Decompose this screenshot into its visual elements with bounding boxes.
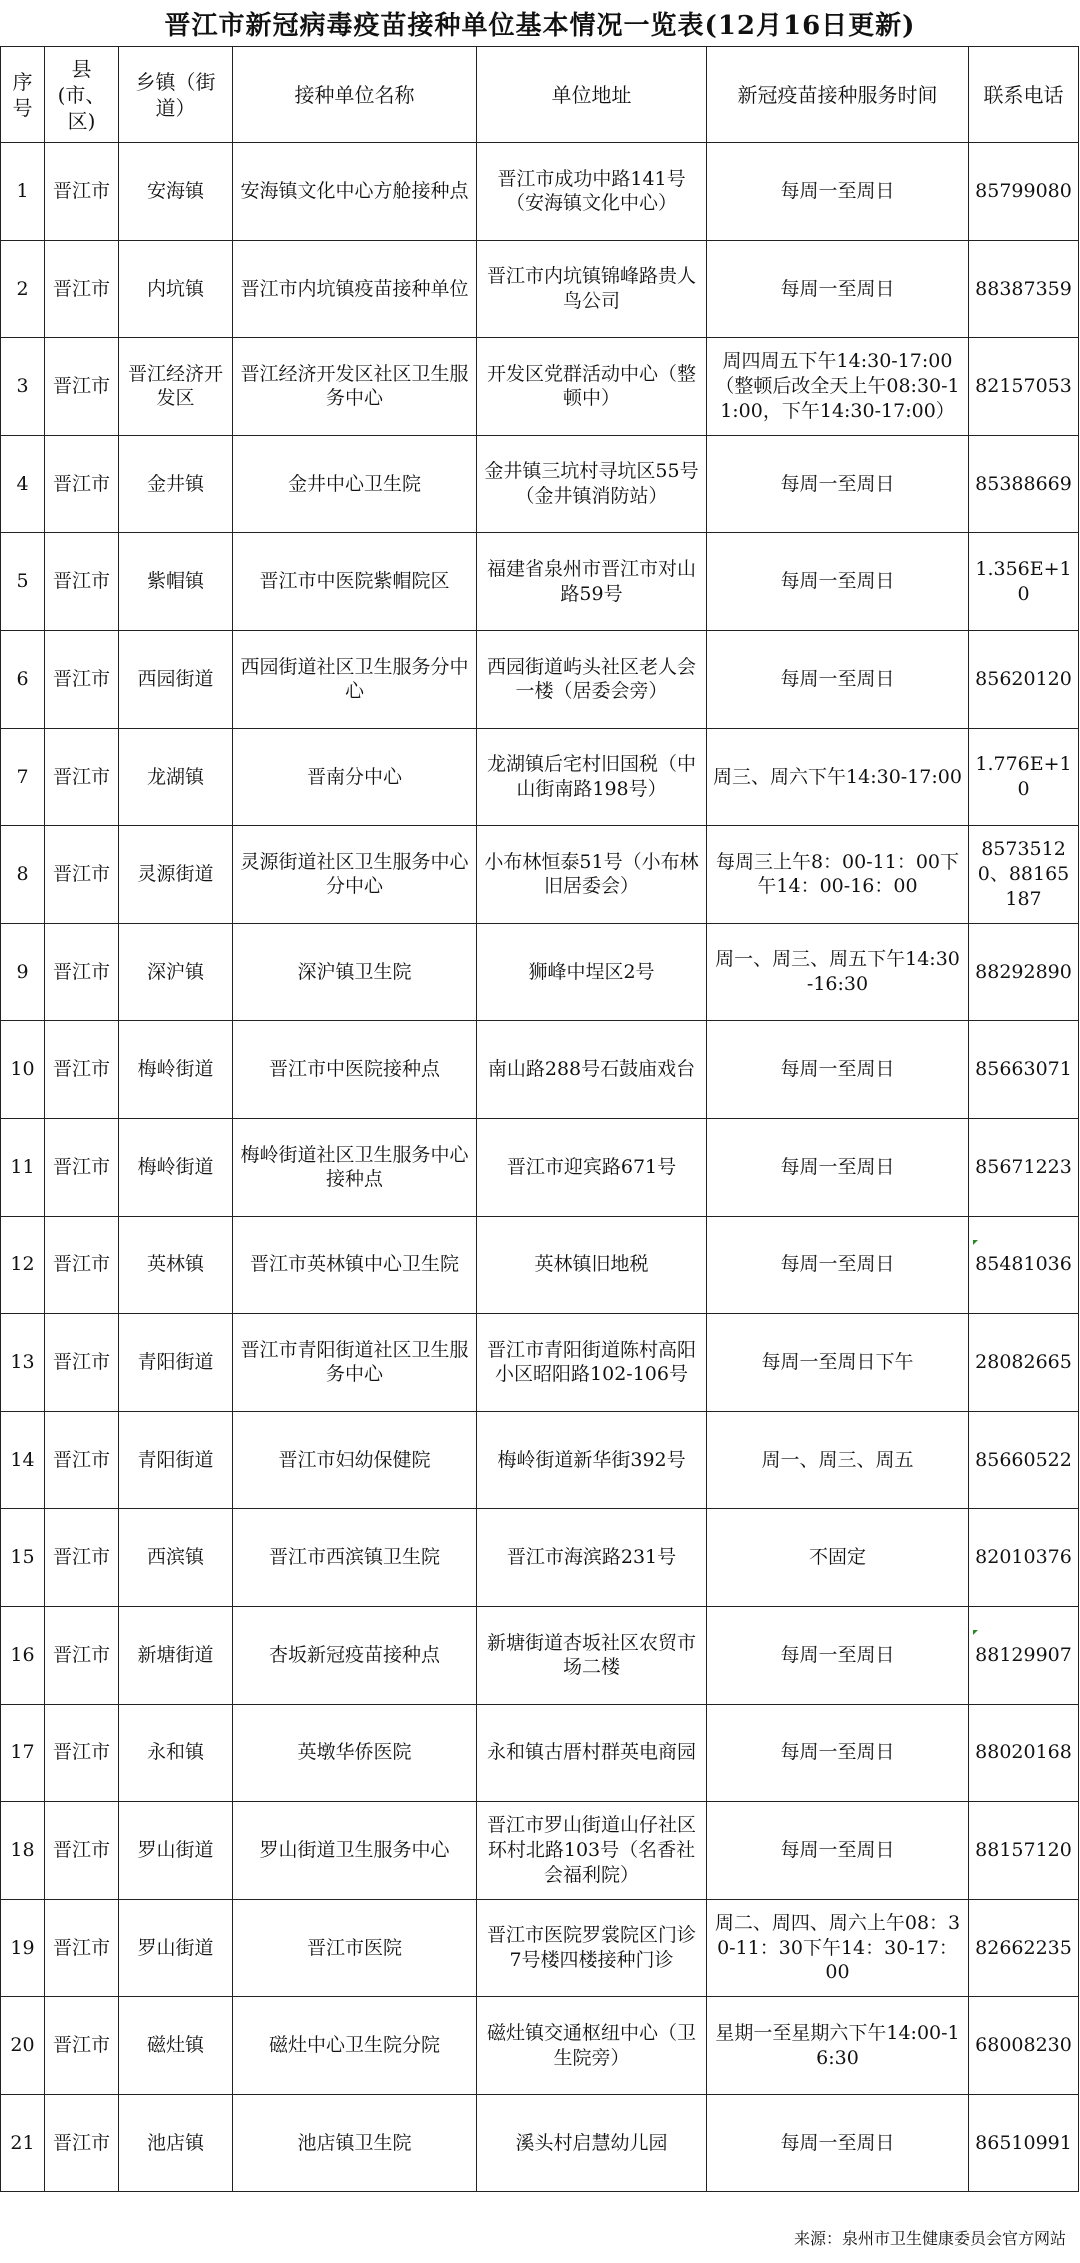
table-row <box>1 1606 1079 1704</box>
row-no: 3 <box>1 338 45 436</box>
table-row <box>1 1509 1079 1607</box>
row-phone: 82662235 <box>969 1899 1079 1997</box>
row-address: 永和镇古厝村群英电商园 <box>477 1704 707 1802</box>
row-site-name: 西园街道社区卫生服务分中心 <box>233 630 477 728</box>
col-header-no: 序号 <box>1 47 45 143</box>
page-title: 晋江市新冠病毒疫苗接种单位基本情况一览表(12月16日更新) <box>164 10 916 41</box>
row-phone: 88387359 <box>969 240 1079 338</box>
row-service-hours: 每周一至周日 <box>707 1802 969 1900</box>
row-phone: 1.776E+10 <box>969 728 1079 826</box>
row-site-name: 杏坂新冠疫苗接种点 <box>233 1606 477 1704</box>
row-phone: 85663071 <box>969 1021 1079 1119</box>
row-site-name: 晋江市内坑镇疫苗接种单位 <box>233 240 477 338</box>
row-address: 开发区党群活动中心（整顿中） <box>477 338 707 436</box>
row-no: 8 <box>1 826 45 924</box>
row-address: 晋江市迎宾路671号 <box>477 1118 707 1216</box>
table-row <box>1 1314 1079 1412</box>
row-address: 南山路288号石鼓庙戏台 <box>477 1021 707 1119</box>
row-phone: 82157053 <box>969 338 1079 436</box>
row-county: 晋江市 <box>45 1021 119 1119</box>
row-service-hours: 每周三上午8：00-11：00下午14：00-16：00 <box>707 826 969 924</box>
row-site-name: 晋江市英林镇中心卫生院 <box>233 1216 477 1314</box>
col-header-service-hours: 新冠疫苗接种服务时间 <box>707 47 969 143</box>
row-town: 青阳街道 <box>119 1314 233 1412</box>
row-site-name: 梅岭街道社区卫生服务中心接种点 <box>233 1118 477 1216</box>
row-phone: 86510991 <box>969 2094 1079 2192</box>
row-no: 21 <box>1 2094 45 2192</box>
row-town: 英林镇 <box>119 1216 233 1314</box>
row-town: 金井镇 <box>119 435 233 533</box>
row-county: 晋江市 <box>45 338 119 436</box>
row-town: 晋江经济开发区 <box>119 338 233 436</box>
row-address: 狮峰中埕区2号 <box>477 923 707 1021</box>
row-address: 龙湖镇后宅村旧国税（中山街南路198号） <box>477 728 707 826</box>
row-county: 晋江市 <box>45 1606 119 1704</box>
table-row <box>1 2094 1079 2192</box>
cell-marker <box>973 1240 978 1245</box>
table-row <box>1 1704 1079 1802</box>
row-no: 12 <box>1 1216 45 1314</box>
row-address: 晋江市海滨路231号 <box>477 1509 707 1607</box>
row-site-name: 金井中心卫生院 <box>233 435 477 533</box>
row-town: 罗山街道 <box>119 1802 233 1900</box>
row-phone: 85660522 <box>969 1411 1079 1509</box>
row-county: 晋江市 <box>45 533 119 631</box>
row-no: 20 <box>1 1997 45 2095</box>
row-address: 英林镇旧地税 <box>477 1216 707 1314</box>
row-county: 晋江市 <box>45 728 119 826</box>
row-no: 11 <box>1 1118 45 1216</box>
row-site-name: 晋江市西滨镇卫生院 <box>233 1509 477 1607</box>
row-address: 福建省泉州市晋江市对山路59号 <box>477 533 707 631</box>
row-address: 溪头村启慧幼儿园 <box>477 2094 707 2192</box>
row-phone: 68008230 <box>969 1997 1079 2095</box>
row-county: 晋江市 <box>45 1997 119 2095</box>
row-county: 晋江市 <box>45 240 119 338</box>
table-row <box>1 1216 1079 1314</box>
row-no: 7 <box>1 728 45 826</box>
row-site-name: 池店镇卫生院 <box>233 2094 477 2192</box>
row-town: 灵源街道 <box>119 826 233 924</box>
row-service-hours: 每周一至周日 <box>707 240 969 338</box>
row-site-name: 安海镇文化中心方舱接种点 <box>233 143 477 241</box>
header-row <box>1 47 1079 143</box>
row-phone: 82010376 <box>969 1509 1079 1607</box>
row-site-name: 晋江市中医院紫帽院区 <box>233 533 477 631</box>
row-phone: 85735120、88165187 <box>969 826 1079 924</box>
row-service-hours: 不固定 <box>707 1509 969 1607</box>
row-site-name: 灵源街道社区卫生服务中心分中心 <box>233 826 477 924</box>
row-phone: 85388669 <box>969 435 1079 533</box>
row-site-name: 深沪镇卫生院 <box>233 923 477 1021</box>
row-service-hours: 每周一至周日 <box>707 533 969 631</box>
row-phone: 28082665 <box>969 1314 1079 1412</box>
col-header-county: 县(市、区) <box>45 47 119 143</box>
row-phone: 85620120 <box>969 630 1079 728</box>
col-header-site-name: 接种单位名称 <box>233 47 477 143</box>
table-row <box>1 533 1079 631</box>
row-county: 晋江市 <box>45 2094 119 2192</box>
row-service-hours: 每周一至周日 <box>707 630 969 728</box>
row-county: 晋江市 <box>45 435 119 533</box>
row-phone: 88157120 <box>969 1802 1079 1900</box>
row-no: 2 <box>1 240 45 338</box>
table-row <box>1 435 1079 533</box>
row-town: 青阳街道 <box>119 1411 233 1509</box>
row-town: 新塘街道 <box>119 1606 233 1704</box>
row-town: 磁灶镇 <box>119 1997 233 2095</box>
row-service-hours: 周一、周三、周五下午14:30-16:30 <box>707 923 969 1021</box>
cell-marker <box>973 1630 978 1635</box>
row-no: 16 <box>1 1606 45 1704</box>
table-row <box>1 630 1079 728</box>
row-address: 梅岭街道新华街392号 <box>477 1411 707 1509</box>
row-phone: 88020168 <box>969 1704 1079 1802</box>
row-town: 西园街道 <box>119 630 233 728</box>
row-no: 17 <box>1 1704 45 1802</box>
row-address: 晋江市罗山街道山仔社区环村北路103号（名香社会福利院） <box>477 1802 707 1900</box>
row-service-hours: 每周一至周日下午 <box>707 1314 969 1412</box>
row-no: 13 <box>1 1314 45 1412</box>
col-header-phone: 联系电话 <box>969 47 1079 143</box>
row-service-hours: 每周一至周日 <box>707 1216 969 1314</box>
row-site-name: 罗山街道卫生服务中心 <box>233 1802 477 1900</box>
row-phone: 85799080 <box>969 143 1079 241</box>
table-row <box>1 1021 1079 1119</box>
row-town: 安海镇 <box>119 143 233 241</box>
col-header-town: 乡镇（街道） <box>119 47 233 143</box>
row-site-name: 英墩华侨医院 <box>233 1704 477 1802</box>
row-no: 10 <box>1 1021 45 1119</box>
row-address: 金井镇三坑村寻坑区55号（金井镇消防站） <box>477 435 707 533</box>
table-row <box>1 1802 1079 1900</box>
table-row <box>1 1118 1079 1216</box>
row-town: 梅岭街道 <box>119 1021 233 1119</box>
row-no: 6 <box>1 630 45 728</box>
row-site-name: 晋江市妇幼保健院 <box>233 1411 477 1509</box>
row-service-hours: 每周一至周日 <box>707 1606 969 1704</box>
row-no: 14 <box>1 1411 45 1509</box>
row-county: 晋江市 <box>45 1802 119 1900</box>
row-phone: 88292890 <box>969 923 1079 1021</box>
source-note: 来源：泉州市卫生健康委员会官方网站 <box>793 2229 1066 2248</box>
row-address: 晋江市青阳街道陈村高阳小区昭阳路102-106号 <box>477 1314 707 1412</box>
row-town: 永和镇 <box>119 1704 233 1802</box>
row-service-hours: 每周一至周日 <box>707 1118 969 1216</box>
row-town: 内坑镇 <box>119 240 233 338</box>
row-county: 晋江市 <box>45 1509 119 1607</box>
row-town: 西滨镇 <box>119 1509 233 1607</box>
row-no: 5 <box>1 533 45 631</box>
row-county: 晋江市 <box>45 1899 119 1997</box>
row-county: 晋江市 <box>45 826 119 924</box>
row-address: 晋江市成功中路141号（安海镇文化中心） <box>477 143 707 241</box>
row-phone: 85671223 <box>969 1118 1079 1216</box>
row-site-name: 晋江市医院 <box>233 1899 477 1997</box>
row-county: 晋江市 <box>45 143 119 241</box>
row-county: 晋江市 <box>45 1216 119 1314</box>
row-town: 紫帽镇 <box>119 533 233 631</box>
row-no: 15 <box>1 1509 45 1607</box>
row-no: 19 <box>1 1899 45 1997</box>
row-address: 小布林恒泰51号（小布林旧居委会） <box>477 826 707 924</box>
row-service-hours: 周四周五下午14:30-17:00（整顿后改全天上午08:30-11:00，下午14:30-17:00） <box>707 338 969 436</box>
row-town: 深沪镇 <box>119 923 233 1021</box>
row-site-name: 磁灶中心卫生院分院 <box>233 1997 477 2095</box>
row-phone: 88129907 <box>969 1606 1079 1704</box>
row-town: 罗山街道 <box>119 1899 233 1997</box>
row-county: 晋江市 <box>45 630 119 728</box>
col-header-address: 单位地址 <box>477 47 707 143</box>
row-site-name: 晋江市青阳街道社区卫生服务中心 <box>233 1314 477 1412</box>
row-address: 新塘街道杏坂社区农贸市场二楼 <box>477 1606 707 1704</box>
row-service-hours: 周三、周六下午14:30-17:00 <box>707 728 969 826</box>
row-service-hours: 星期一至星期六下午14:00-16:30 <box>707 1997 969 2095</box>
row-town: 龙湖镇 <box>119 728 233 826</box>
row-no: 9 <box>1 923 45 1021</box>
row-no: 18 <box>1 1802 45 1900</box>
row-service-hours: 周一、周三、周五 <box>707 1411 969 1509</box>
row-county: 晋江市 <box>45 1411 119 1509</box>
row-site-name: 晋江市中医院接种点 <box>233 1021 477 1119</box>
row-county: 晋江市 <box>45 1118 119 1216</box>
row-service-hours: 每周一至周日 <box>707 143 969 241</box>
row-service-hours: 周二、周四、周六上午08：30-11：30下午14：30-17：00 <box>707 1899 969 1997</box>
row-no: 4 <box>1 435 45 533</box>
table-row <box>1 338 1079 436</box>
row-address: 晋江市内坑镇锦峰路贵人鸟公司 <box>477 240 707 338</box>
row-address: 西园街道屿头社区老人会一楼（居委会旁） <box>477 630 707 728</box>
row-address: 磁灶镇交通枢纽中心（卫生院旁） <box>477 1997 707 2095</box>
table-row <box>1 923 1079 1021</box>
table-row <box>1 728 1079 826</box>
row-county: 晋江市 <box>45 923 119 1021</box>
table-row <box>1 1411 1079 1509</box>
row-address: 晋江市医院罗裳院区门诊7号楼四楼接种门诊 <box>477 1899 707 1997</box>
row-phone: 1.356E+10 <box>969 533 1079 631</box>
table-row <box>1 826 1079 924</box>
row-town: 梅岭街道 <box>119 1118 233 1216</box>
vaccination-sites-table <box>0 46 1079 2192</box>
table-row <box>1 143 1079 241</box>
row-town: 池店镇 <box>119 2094 233 2192</box>
row-service-hours: 每周一至周日 <box>707 435 969 533</box>
table-row <box>1 1899 1079 1997</box>
table-row <box>1 1997 1079 2095</box>
row-service-hours: 每周一至周日 <box>707 1704 969 1802</box>
row-county: 晋江市 <box>45 1704 119 1802</box>
row-phone: 85481036 <box>969 1216 1079 1314</box>
row-service-hours: 每周一至周日 <box>707 1021 969 1119</box>
table-row <box>1 240 1079 338</box>
row-service-hours: 每周一至周日 <box>707 2094 969 2192</box>
row-no: 1 <box>1 143 45 241</box>
row-county: 晋江市 <box>45 1314 119 1412</box>
row-site-name: 晋南分中心 <box>233 728 477 826</box>
row-site-name: 晋江经济开发区社区卫生服务中心 <box>233 338 477 436</box>
